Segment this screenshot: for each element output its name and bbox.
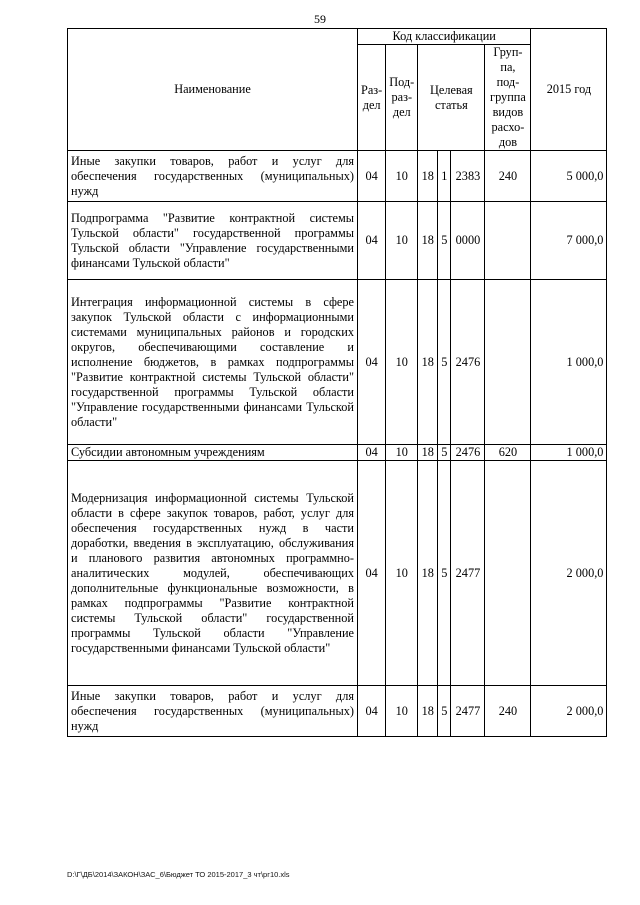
row-name: Иные закупки товаров, работ и услуг для обеспечения государственных (муниципальных) нужд <box>68 686 358 737</box>
row-podrazdel: 10 <box>386 445 418 461</box>
row-name: Интеграция информационной системы в сфере закупок Тульской области с информационными системами муниципальных районов и городских округов, обеспечивающими составление и исполнение бюджетов, в рамках подпрограммы "Развитие контрактной системы Тульской области" государственной программы Тульской области "Управление государственными финансами Тульской области" <box>68 280 358 445</box>
row-name: Субсидии автономным учреждениям <box>68 445 358 461</box>
row-podrazdel: 10 <box>386 461 418 686</box>
row-cs1: 18 <box>418 280 438 445</box>
header-name: Наименование <box>68 29 358 151</box>
row-cs3: 0000 <box>451 202 485 280</box>
row-sum: 7 000,0 <box>531 202 607 280</box>
table-row <box>68 445 607 461</box>
header-year: 2015 год <box>531 29 607 151</box>
row-cs3: 2476 <box>451 445 485 461</box>
row-name: Подпрограмма "Развитие контрактной системы Тульской области" государственной программы Тульской области "Управление государственными финансами Тульской области" <box>68 202 358 280</box>
row-podrazdel: 10 <box>386 202 418 280</box>
table-row <box>68 202 607 280</box>
row-cs3: 2477 <box>451 461 485 686</box>
header-classification: Код классификации <box>358 29 531 45</box>
row-cs2: 5 <box>438 461 451 686</box>
row-cs3: 2477 <box>451 686 485 737</box>
header-expense-type: Груп-па, под-группа видов расхо-дов <box>485 45 531 151</box>
row-cs2: 5 <box>438 202 451 280</box>
row-sum: 2 000,0 <box>531 461 607 686</box>
row-name: Модернизация информационной системы Тульской области в сфере закупок товаров, работ, услуг для обеспечения государственных нужд в части доработки, введения в эксплуатацию, обслуживания и планового развития автономных программно-аналитических модулей, обеспечивающих дополнительные функциональные возможности, в рамках подпрограммы "Развитие контрактной системы Тульской области" государственной программы Тульской области "Управление государственными финансами Тульской области" <box>68 461 358 686</box>
page-number: 59 <box>314 12 326 26</box>
row-cs3: 2383 <box>451 151 485 202</box>
header-row-top <box>68 29 607 45</box>
row-razdel: 04 <box>358 445 386 461</box>
table-row <box>68 686 607 737</box>
row-vid <box>485 280 531 445</box>
row-sum: 1 000,0 <box>531 280 607 445</box>
row-cs3: 2476 <box>451 280 485 445</box>
row-razdel: 04 <box>358 151 386 202</box>
row-razdel: 04 <box>358 202 386 280</box>
row-cs2: 5 <box>438 280 451 445</box>
row-cs2: 5 <box>438 686 451 737</box>
row-podrazdel: 10 <box>386 151 418 202</box>
row-cs1: 18 <box>418 445 438 461</box>
row-cs1: 18 <box>418 202 438 280</box>
row-sum: 5 000,0 <box>531 151 607 202</box>
header-target-article: Целевая статья <box>418 45 485 151</box>
row-cs2: 5 <box>438 445 451 461</box>
row-podrazdel: 10 <box>386 280 418 445</box>
row-razdel: 04 <box>358 280 386 445</box>
row-sum: 2 000,0 <box>531 686 607 737</box>
row-sum: 1 000,0 <box>531 445 607 461</box>
row-razdel: 04 <box>358 686 386 737</box>
table-row <box>68 461 607 686</box>
row-cs2: 1 <box>438 151 451 202</box>
file-path-footer: D:\Г\ДБ\2014\ЗАКОН\ЗАС_6\Бюджет ТО 2015-2017_3 чт\рг10.xls <box>67 870 290 879</box>
row-cs1: 18 <box>418 686 438 737</box>
budget-table <box>67 28 607 737</box>
row-razdel: 04 <box>358 461 386 686</box>
row-cs1: 18 <box>418 461 438 686</box>
row-vid <box>485 202 531 280</box>
row-cs1: 18 <box>418 151 438 202</box>
row-name: Иные закупки товаров, работ и услуг для обеспечения государственных (муниципальных) нужд <box>68 151 358 202</box>
header-subsection: Под-раз-дел <box>386 45 418 151</box>
table-row <box>68 151 607 202</box>
row-vid: 240 <box>485 686 531 737</box>
header-section: Раз-дел <box>358 45 386 151</box>
row-vid: 620 <box>485 445 531 461</box>
row-vid <box>485 461 531 686</box>
row-vid: 240 <box>485 151 531 202</box>
row-podrazdel: 10 <box>386 686 418 737</box>
table-row <box>68 280 607 445</box>
